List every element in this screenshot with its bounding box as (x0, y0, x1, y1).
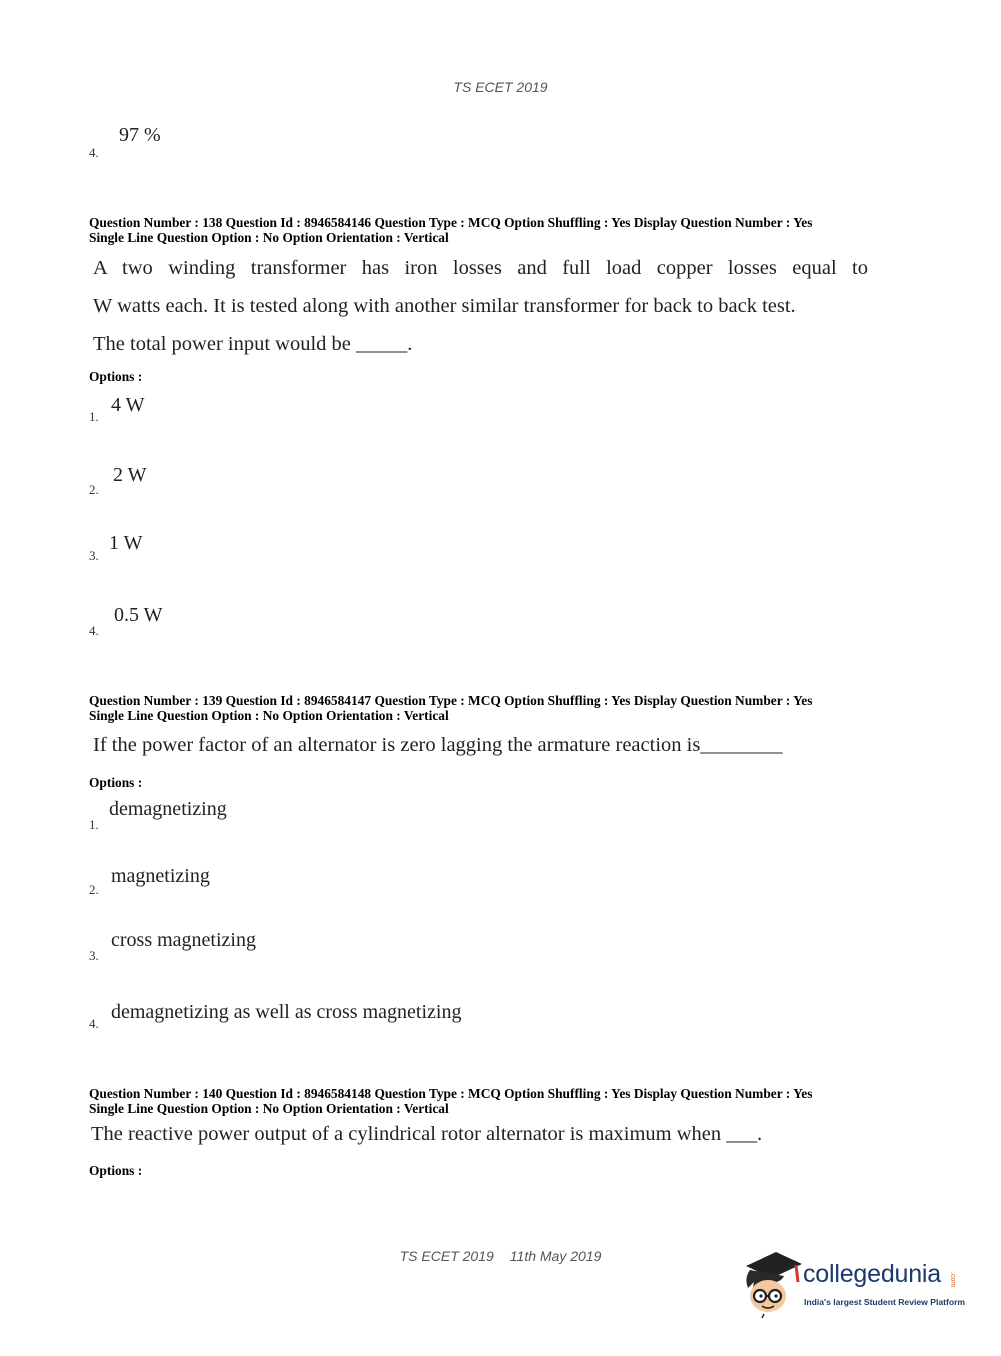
options-label: Options : (89, 775, 143, 790)
option-number: 2. (89, 882, 99, 897)
option-text: 4 W (111, 394, 145, 416)
question-139-text (93, 734, 873, 757)
option-number: 2. (89, 482, 99, 497)
question-138-meta (89, 216, 949, 245)
logo-dotcom: .com (949, 1272, 956, 1288)
question-meta-line: Question Number : 138 Question Id : 8946584146 Question Type : MCQ Option Shuffling : Yes Display Question Number : Yes (89, 215, 813, 230)
page-header: TS ECET 2019 (453, 79, 548, 95)
question-meta-line: Single Line Question Option : No Option Orientation : Vertical (89, 707, 449, 723)
option-text: cross magnetizing (111, 929, 256, 951)
option-number: 4. (89, 623, 99, 638)
question-text-line: The total power input would be _____. (93, 333, 413, 355)
question-text-line: The reactive power output of a cylindrical rotor alternator is maximum when ___. (91, 1123, 763, 1145)
option-number: 3. (89, 548, 99, 563)
option-number: 1. (89, 817, 99, 832)
question-138-text (93, 255, 868, 357)
question-text-line: If the power factor of an alternator is zero lagging the armature reaction is________ (93, 734, 783, 756)
question-meta-line: Question Number : 140 Question Id : 8946584148 Question Type : MCQ Option Shuffling : Yes Display Question Number : Yes (89, 1086, 813, 1101)
option-number: 4. (89, 1016, 99, 1031)
question-140-text (91, 1123, 871, 1146)
prev-option-number: 4. (89, 145, 99, 160)
question-text-line: W watts each. It is tested along with another similar transformer for back to back test. (93, 295, 796, 317)
question-meta-line: Single Line Question Option : No Option Orientation : Vertical (89, 229, 449, 245)
graduate-mascot-icon (740, 1248, 804, 1318)
options-label: Options : (89, 369, 143, 384)
question-text-line: A two winding transformer has iron losses and full load copper losses equal to (93, 257, 868, 279)
question-139-meta (89, 694, 949, 723)
option-text: 0.5 W (114, 604, 163, 626)
option-number: 1. (89, 409, 99, 424)
footer-exam: TS ECET 2019 (399, 1248, 494, 1264)
logo-tagline: India's largest Student Review Platform (804, 1297, 966, 1307)
question-meta-line: Question Number : 139 Question Id : 8946584147 Question Type : MCQ Option Shuffling : Yes Display Question Number : Yes (89, 693, 813, 708)
option-number: 3. (89, 948, 99, 963)
option-text: demagnetizing as well as cross magnetizing (111, 1001, 462, 1023)
tassel-icon (796, 1265, 798, 1282)
option-text: demagnetizing (109, 798, 227, 820)
option-text: 1 W (109, 532, 143, 554)
prev-option-text: 97 % (119, 124, 161, 146)
question-meta-line: Single Line Question Option : No Option Orientation : Vertical (89, 1100, 449, 1116)
options-label: Options : (89, 1163, 143, 1178)
option-text: 2 W (113, 464, 147, 486)
question-140-meta (89, 1087, 949, 1116)
logo-wordmark: collegedunia (803, 1260, 941, 1288)
footer-date: 11th May 2019 (509, 1248, 602, 1264)
option-text: magnetizing (111, 865, 210, 887)
